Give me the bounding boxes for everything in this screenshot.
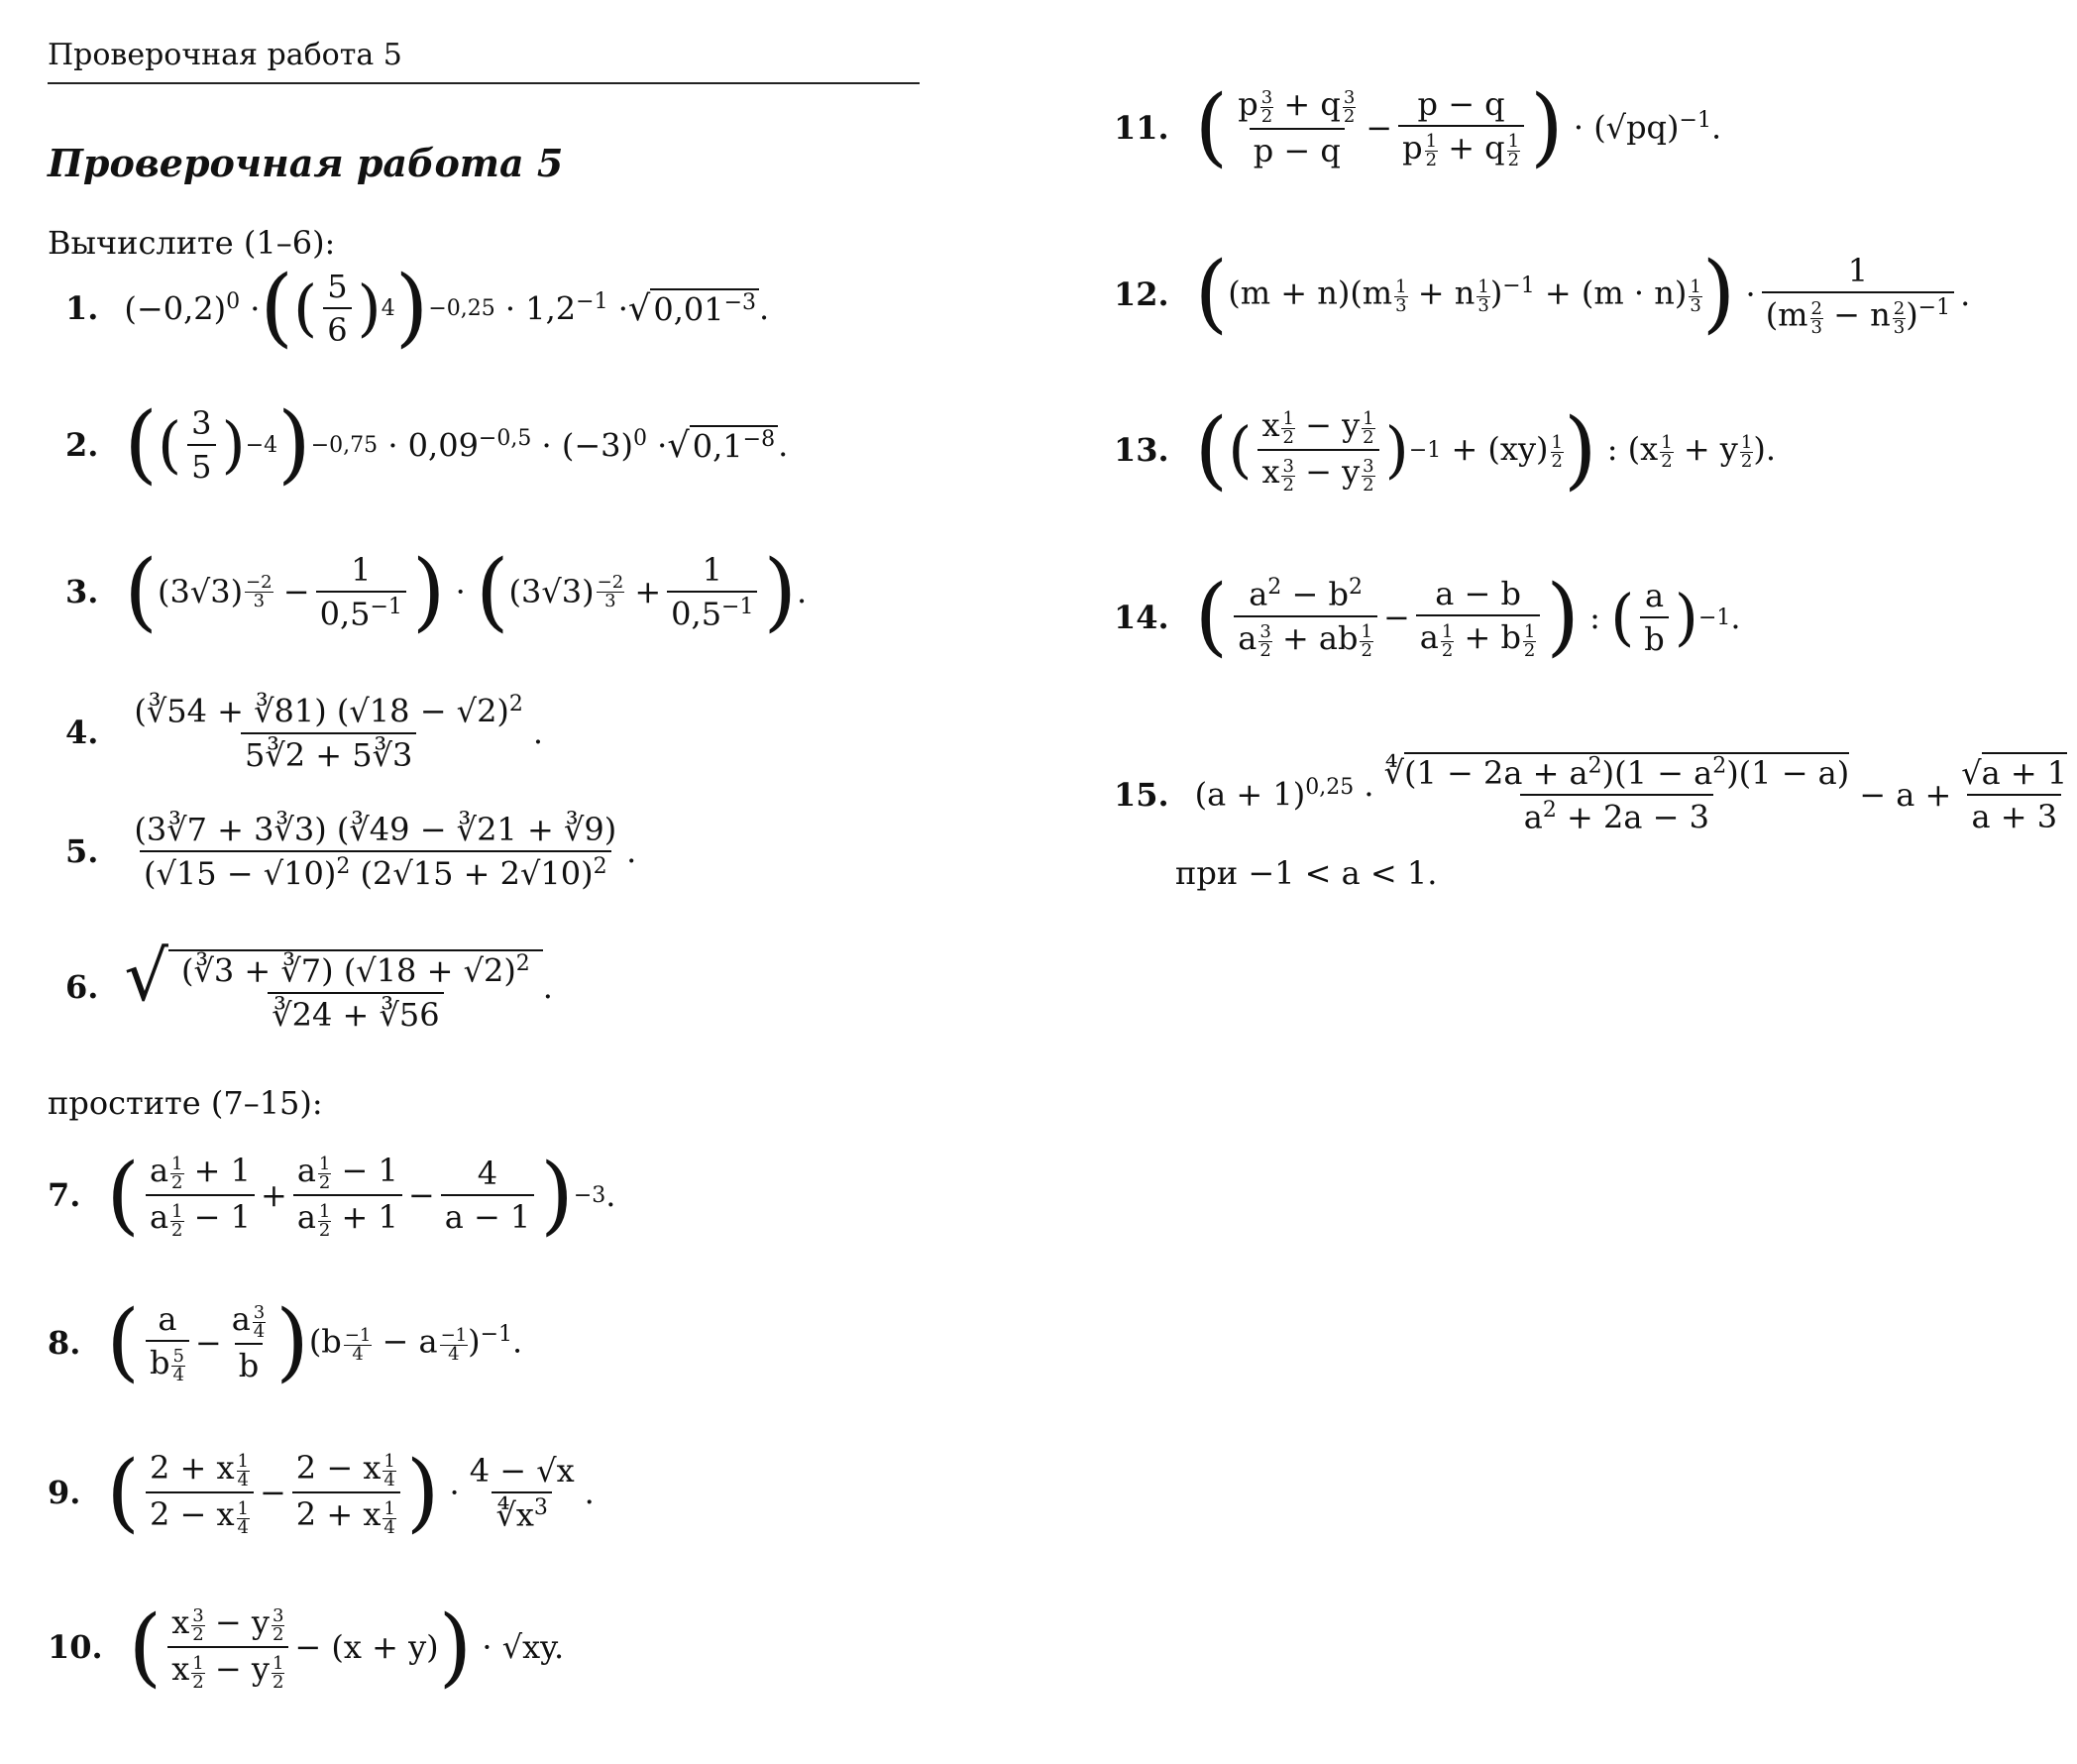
problem-15: 15. $(a + 1)^{0,25}$ · $\frac{∜(1 - 2a + a^2)(1 - a^2)(1 - a)}{a^2 + 2a - 3}$ − a + $\frac{√a + 1}{a + 3}$ [1114,753,2068,836]
section-heading-calc: Вычислите (1–6): [48,224,336,262]
problem-11: 11. ( p $\frac{3}{2}$ + q $\frac{3}{2}$ p − q − p − q p $\frac{1}{2}$ + q $\frac{1}{2}$ ) · $(√pq)^{-1}$. [1114,76,1722,176]
problem-2: 2. ( ( $\frac{3}{5}$ ) −4 ) −0,75 · $0,09^{-0,5} \cdot (-3)^0$ · √ $0,1^{-8}$ . [65,394,789,495]
problem-8: 8. ( a b $\frac{5}{4}$ − a $\frac{3}{4}$ b ) (b $\frac{-1}{4}$ − a $\frac{-1}{4}$ )$^{-1}$. [48,1291,523,1391]
problem-15-condition: при −1 < a < 1. [1175,854,1438,892]
running-header: Проверочная работа 5 [48,38,402,72]
problem-6: 6. √ $\frac{(∛3 + ∛7) (√18 + √2)^2}{∛24 + ∛56}$ . [65,936,553,1034]
problem-7: 7. ( a $\frac{1}{2}$ + 1 a $\frac{1}{2}$ − 1 + a $\frac{1}{2}$ − 1 a $\frac{1}{2}$ + 1 − $\frac{4}{a - 1}$ ) −3 . [48,1145,616,1245]
problem-12: 12. ( (m + n)(m $\frac{1}{3}$ + n $\frac{1}{3}$ )$^{-1}$ + (m · n) $\frac{1}{3}$ ) · 1 (m $\frac{2}{3}$ − n $\frac{2}{3}$ )$^{-1}$ . [1114,244,1971,344]
problem-9: 9. ( 2 + x $\frac{1}{4}$ 2 − x $\frac{1}{4}$ − 2 − x $\frac{1}{4}$ 2 + x $\frac{1}{4}$ ) · $\frac{4 - √x}{∜x^3}$ . [48,1442,595,1542]
problem-10: 10. ( x $\frac{3}{2}$ − y $\frac{3}{2}$ x $\frac{1}{2}$ − y $\frac{1}{2}$ − (x + y) ) · √xy. [48,1597,565,1697]
problem-5: 5. $\frac{(3∛7 + 3∛3) (∛49 - ∛21 + ∛9)}{(√15 - √10)^2 (2√15 + 2√10)^2}$ . [65,811,637,893]
problem-3: 3. ( (3√3) −2 3 − $\frac{1}{0,5^{-1}}$ ) · ( (3√3) −2 3 + $\frac{1}{0,5^{-1}}$ ) . [65,541,808,641]
page-title: Проверочная работа 5 [48,141,564,185]
problem-14: 14. ( $a^2 - b^2$ a $\frac{3}{2}$ + ab $\frac{1}{2}$ − a − b a $\frac{1}{2}$ + b $\frac{1}{2}$ ) : ( $\frac{a}{b}$ ) −1 . [1114,567,1741,667]
problem-13: 13. ( ( x $\frac{1}{2}$ − y $\frac{1}{2}$ x $\frac{3}{2}$ − y $\frac{3}{2}$ ) −1 + (xy) $\frac{1}{2}$ ) : (x $\frac{1}{2}$ + y $\frac{1}{2}$ ). [1114,399,1776,499]
section-heading-simplify: простите (7–15): [48,1084,323,1122]
problem-1: 1. $(-0,2)^0$ · ( ( $\frac{5}{6}$ ) 4 ) −0,25 · $1,2^{-1}$ · √ $0,01^{-3}$ . [65,258,770,358]
problem-4: 4. $\frac{(∛54 + ∛81) (√18 - √2)^2}{5∛2 + 5∛3}$ . [65,692,544,774]
header-rule [48,82,920,84]
